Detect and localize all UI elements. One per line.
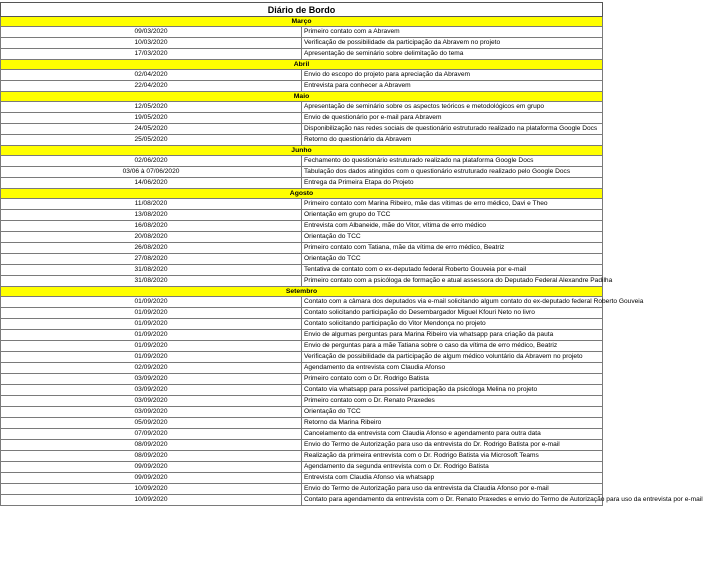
- table-row: [1, 178, 603, 189]
- activity-cell[interactable]: Realização da primeira entrevista com o Dr. Rodrigo Batista via Microsoft Teams: [302, 451, 603, 462]
- table-row: [1, 451, 603, 462]
- table-row: [1, 495, 603, 506]
- date-cell[interactable]: 22/04/2020: [1, 81, 302, 92]
- activity-cell[interactable]: Apresentação de seminário sobre os aspectos teóricos e metodológicos em grupo: [302, 102, 603, 113]
- month-header-row: [1, 92, 603, 102]
- date-cell[interactable]: 09/03/2020: [1, 27, 302, 38]
- table-row: [1, 363, 603, 374]
- table-row: [1, 254, 603, 265]
- diario-de-bordo-table: [0, 2, 703, 506]
- table-row: [1, 308, 603, 319]
- activity-cell[interactable]: Primeiro contato com a psicóloga de formação e atual assessora do Deputado Federal Alexandre Padilha: [302, 276, 603, 287]
- activity-cell[interactable]: Envio de algumas perguntas para Marina Ribeiro via whatsapp para criação da pauta: [302, 330, 603, 341]
- date-cell[interactable]: 19/05/2020: [1, 113, 302, 124]
- activity-cell[interactable]: Fechamento do questionário estruturado realizado na plataforma Google Docs: [302, 156, 603, 167]
- activity-cell[interactable]: Retorno da Marina Ribeiro: [302, 418, 603, 429]
- activity-cell[interactable]: Entrevista com Albaneide, mãe do Vitor, vítima de erro médico: [302, 221, 603, 232]
- date-cell[interactable]: 08/09/2020: [1, 451, 302, 462]
- date-cell[interactable]: 12/05/2020: [1, 102, 302, 113]
- activity-cell[interactable]: Orientação do TCC: [302, 407, 603, 418]
- activity-cell[interactable]: Orientação em grupo do TCC: [302, 210, 603, 221]
- activity-cell[interactable]: Primeiro contato com o Dr. Rodrigo Batista: [302, 374, 603, 385]
- date-cell[interactable]: 20/08/2020: [1, 232, 302, 243]
- table-row: [1, 396, 603, 407]
- page-title[interactable]: Diário de Bordo: [1, 3, 603, 17]
- table-row: [1, 407, 603, 418]
- activity-cell[interactable]: Entrevista para conhecer a Abravem: [302, 81, 603, 92]
- date-cell[interactable]: 03/09/2020: [1, 385, 302, 396]
- activity-cell[interactable]: Contato com a câmara dos deputados via e-mail solicitando algum contato do ex-deputado federal Roberto Gouveia: [302, 297, 603, 308]
- table-row: [1, 330, 603, 341]
- month-header-row: [1, 17, 603, 27]
- date-cell[interactable]: 08/09/2020: [1, 440, 302, 451]
- date-cell[interactable]: 16/08/2020: [1, 221, 302, 232]
- table-row: [1, 27, 603, 38]
- date-cell[interactable]: 31/08/2020: [1, 265, 302, 276]
- activity-cell[interactable]: Primeiro contato com a Abravem: [302, 27, 603, 38]
- month-header-row: [1, 287, 603, 297]
- table-row: [1, 440, 603, 451]
- table-row: [1, 484, 603, 495]
- month-header-cell[interactable]: Agosto: [1, 189, 603, 199]
- table-row: [1, 462, 603, 473]
- activity-cell[interactable]: Contato via whatsapp para possível participação da psicóloga Melina no projeto: [302, 385, 603, 396]
- date-cell[interactable]: 14/06/2020: [1, 178, 302, 189]
- date-cell[interactable]: 10/09/2020: [1, 495, 302, 506]
- date-cell[interactable]: 09/09/2020: [1, 462, 302, 473]
- table-row: [1, 265, 603, 276]
- table-row: [1, 210, 603, 221]
- date-cell[interactable]: 02/09/2020: [1, 363, 302, 374]
- activity-cell[interactable]: Contato para agendamento da entrevista com o Dr. Renato Praxedes e envio do Termo de Autorização para uso da entrevista por e-mail: [302, 495, 603, 506]
- table-row: [1, 243, 603, 254]
- table-row: [1, 156, 603, 167]
- activity-cell[interactable]: Cancelamento da entrevista com Claudia Afonso e agendamento para outra data: [302, 429, 603, 440]
- activity-cell[interactable]: Envio do escopo do projeto para apreciação da Abravem: [302, 70, 603, 81]
- month-header-cell[interactable]: Junho: [1, 146, 603, 156]
- date-cell[interactable]: 24/05/2020: [1, 124, 302, 135]
- activity-cell[interactable]: Contato solicitando participação do Desembargador Miguel Kfouri Neto no livro: [302, 308, 603, 319]
- table-row: [1, 38, 603, 49]
- month-header-row: [1, 60, 603, 70]
- table-row: [1, 319, 603, 330]
- table-row: [1, 429, 603, 440]
- month-header-cell[interactable]: Março: [1, 17, 603, 27]
- month-header-row: [1, 146, 603, 156]
- month-header-cell[interactable]: Abril: [1, 60, 603, 70]
- date-cell[interactable]: 25/05/2020: [1, 135, 302, 146]
- date-cell[interactable]: 03/09/2020: [1, 407, 302, 418]
- activity-cell[interactable]: Verificação de possibilidade da participação da Abravem no projeto: [302, 38, 603, 49]
- activity-cell[interactable]: Envio de perguntas para a mãe Tatiana sobre o caso da vítima de erro médico, Beatriz: [302, 341, 603, 352]
- table-row: [1, 81, 603, 92]
- activity-cell[interactable]: Agendamento da entrevista com Claudia Afonso: [302, 363, 603, 374]
- activity-cell[interactable]: Apresentação de seminário sobre delimitação do tema: [302, 49, 603, 60]
- activity-cell[interactable]: Primeiro contato com Tatiana, mãe da vítima de erro médico, Beatriz: [302, 243, 603, 254]
- table-row: [1, 276, 603, 287]
- date-cell[interactable]: 03/06 à 07/06/2020: [1, 167, 302, 178]
- table-row: [1, 418, 603, 429]
- table-row: [1, 70, 603, 81]
- table-row: [1, 113, 603, 124]
- activity-cell[interactable]: Primeiro contato com o Dr. Renato Praxedes: [302, 396, 603, 407]
- table-row: [1, 297, 603, 308]
- date-cell[interactable]: 03/09/2020: [1, 374, 302, 385]
- activity-cell[interactable]: Entrevista com Claudia Afonso via whatsapp: [302, 473, 603, 484]
- date-cell[interactable]: 10/09/2020: [1, 484, 302, 495]
- date-cell[interactable]: 17/03/2020: [1, 49, 302, 60]
- table-row: [1, 167, 603, 178]
- date-cell[interactable]: 13/08/2020: [1, 210, 302, 221]
- activity-cell[interactable]: Orientação do TCC: [302, 254, 603, 265]
- table-row: [1, 124, 603, 135]
- table-row: [1, 232, 603, 243]
- activity-cell[interactable]: Orientação do TCC: [302, 232, 603, 243]
- date-cell[interactable]: 01/09/2020: [1, 341, 302, 352]
- date-cell[interactable]: 01/09/2020: [1, 319, 302, 330]
- month-header-row: [1, 189, 603, 199]
- table-row: [1, 374, 603, 385]
- activity-cell[interactable]: Tabulação dos dados atingidos com o questionário estruturado realizado pelo Google Docs: [302, 167, 603, 178]
- date-cell[interactable]: 02/04/2020: [1, 70, 302, 81]
- date-cell[interactable]: 07/09/2020: [1, 429, 302, 440]
- activity-cell[interactable]: Primeiro contato com Marina Ribeiro, mãe das vítimas de erro médico, Davi e Theo: [302, 199, 603, 210]
- activity-cell[interactable]: Entrega da Primeira Etapa do Projeto: [302, 178, 603, 189]
- date-cell[interactable]: 03/09/2020: [1, 396, 302, 407]
- table-row: [1, 473, 603, 484]
- month-header-cell[interactable]: Maio: [1, 92, 603, 102]
- table-row: [1, 352, 603, 363]
- activity-cell[interactable]: Envio de questionário por e-mail para Abravem: [302, 113, 603, 124]
- activity-cell[interactable]: Contato solicitando participação do Vitor Mendonça no projeto: [302, 319, 603, 330]
- date-cell[interactable]: 01/09/2020: [1, 308, 302, 319]
- date-cell[interactable]: 01/09/2020: [1, 297, 302, 308]
- activity-cell[interactable]: Tentativa de contato com o ex-deputado federal Roberto Gouveia por e-mail: [302, 265, 603, 276]
- table-row: [1, 135, 603, 146]
- table-row: [1, 102, 603, 113]
- date-cell[interactable]: 11/08/2020: [1, 199, 302, 210]
- activity-cell[interactable]: Retorno do questionário da Abravem: [302, 135, 603, 146]
- table-body: [1, 3, 703, 506]
- date-cell[interactable]: 05/09/2020: [1, 418, 302, 429]
- activity-cell[interactable]: Envio do Termo de Autorização para uso da entrevista da Claudia Afonso por e-mail: [302, 484, 603, 495]
- date-cell[interactable]: 27/08/2020: [1, 254, 302, 265]
- table-row: [1, 385, 603, 396]
- date-cell[interactable]: 09/09/2020: [1, 473, 302, 484]
- month-header-cell[interactable]: Setembro: [1, 287, 603, 297]
- date-cell[interactable]: 01/09/2020: [1, 352, 302, 363]
- activity-cell[interactable]: Verificação de possibilidade da participação de algum médico voluntário da Abravem no projeto: [302, 352, 603, 363]
- activity-cell[interactable]: Disponibilização nas redes sociais de questionário estruturado realizado na plataforma Google Docs: [302, 124, 603, 135]
- table-row: [1, 341, 603, 352]
- table-row: [1, 199, 603, 210]
- date-cell[interactable]: 02/06/2020: [1, 156, 302, 167]
- date-cell[interactable]: 26/08/2020: [1, 243, 302, 254]
- activity-cell[interactable]: Agendamento da segunda entrevista com o Dr. Rodrigo Batista: [302, 462, 603, 473]
- title-row: [1, 3, 603, 17]
- date-cell[interactable]: 31/08/2020: [1, 276, 302, 287]
- table-row: [1, 49, 603, 60]
- date-cell[interactable]: 10/03/2020: [1, 38, 302, 49]
- activity-cell[interactable]: Envio do Termo de Autorização para uso da entrevista do Dr. Rodrigo Batista por e-mail: [302, 440, 603, 451]
- date-cell[interactable]: 01/09/2020: [1, 330, 302, 341]
- table-row: [1, 221, 603, 232]
